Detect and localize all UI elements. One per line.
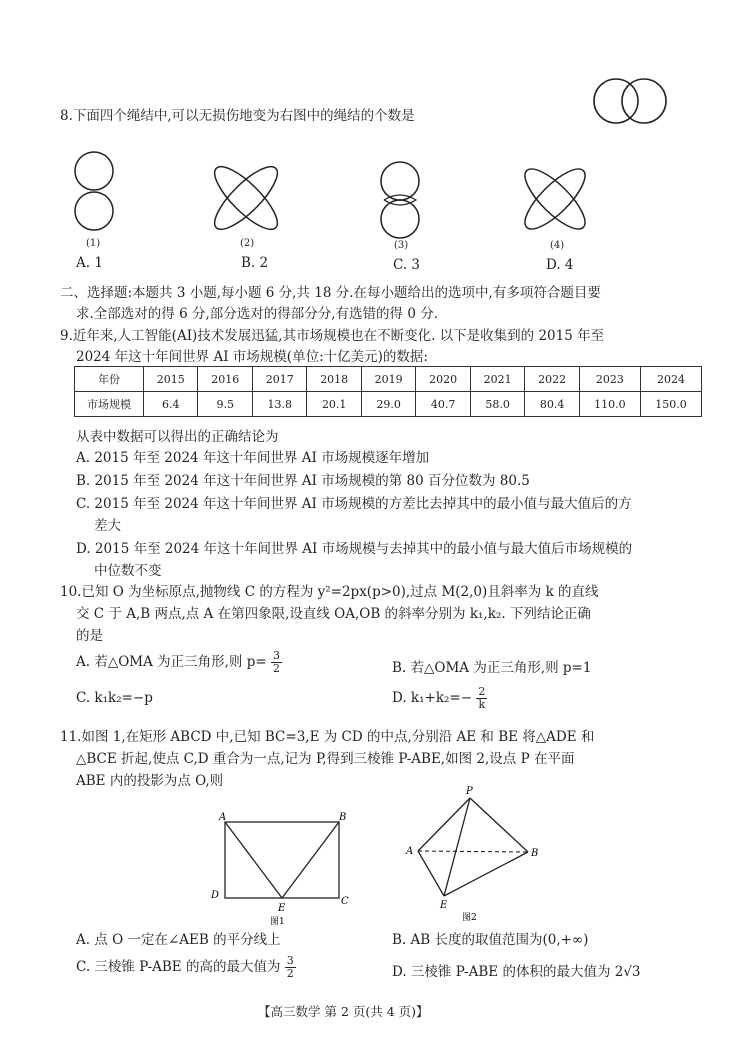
table-cell: 150.0 <box>640 392 701 417</box>
q9-prompt: 从表中数据可以得出的正确结论为 <box>76 429 279 445</box>
table-cell: 2023 <box>579 367 640 392</box>
q8-option-c: C. 3 <box>393 257 421 273</box>
fig1-caption: 图1 <box>270 917 285 927</box>
q10-line2: 交 C 于 A,B 两点,点 A 在第四象限,设直线 OA,OB 的斜率分别为 k₁,k₂. 下列结论正确 <box>76 606 591 622</box>
table-cell: 2017 <box>252 367 306 392</box>
q11-option-c-fraction <box>285 955 296 980</box>
q9-option-c-line2: 差大 <box>94 518 121 534</box>
table-cell: 110.0 <box>579 392 640 417</box>
table-cell: 58.0 <box>470 392 524 417</box>
q10-line3: 的是 <box>76 628 103 644</box>
table-cell: 80.4 <box>525 392 579 417</box>
table-cell: 2021 <box>470 367 524 392</box>
knot-1-figure <box>74 150 114 234</box>
fraction-denominator: k <box>478 698 486 711</box>
knot-2-label: (2) <box>240 238 255 249</box>
table-header-market: 市场规模 <box>75 392 144 417</box>
table-cell: 2015 <box>144 367 198 392</box>
q10-option-a-text: A. 若△OMA 为正三角形,则 p= <box>76 654 267 670</box>
fraction-numerator: 2 <box>478 685 486 698</box>
fig2-label-p: P <box>466 786 473 797</box>
fig1-label-e: E <box>278 903 286 914</box>
fig2-label-b: B <box>531 848 539 859</box>
table-cell: 20.1 <box>307 392 361 417</box>
knot-3-figure <box>376 160 424 240</box>
fig1-label-b: B <box>339 812 347 823</box>
q9-option-d-line2: 中位数不变 <box>94 563 162 579</box>
q10-option-a-fraction <box>271 650 282 675</box>
figure-2-tetrahedron <box>400 786 550 923</box>
fig2-caption: 图2 <box>462 913 477 923</box>
q10-option-b: B. 若△OMA 为正三角形,则 p=1 <box>392 660 592 676</box>
fraction-denominator: 2 <box>286 967 294 980</box>
knot-2-figure <box>210 160 282 236</box>
q10-line1: 10.已知 O 为坐标原点,抛物线 C 的方程为 y²=2px(p>0),过点 M(2,0)且斜率为 k 的直线 <box>60 584 599 600</box>
q11-line1: 11.如图 1,在矩形 ABCD 中,已知 BC=3,E 为 CD 的中点,分别沿 AE 和 BE 将△ADE 和 <box>60 729 595 745</box>
page-footer: 【高三数学 第 2 页(共 4 页)】 <box>258 1004 429 1019</box>
q10-option-d-fraction <box>476 686 487 711</box>
q10-option-a <box>76 650 282 675</box>
q11-option-c-text: C. 三棱锥 P-ABE 的高的最大值为 <box>76 959 281 975</box>
q11-option-c <box>76 955 296 980</box>
section2-line2: 求.全部选对的得 6 分,部分选对的得部分分,有选错的得 0 分. <box>76 306 439 322</box>
q9-line1: 9.近年来,人工智能(AI)技术发展迅猛,其市场规模也在不断变化. 以下是收集到的 2015 年至 <box>60 328 605 344</box>
ai-market-table <box>74 366 702 417</box>
table-row <box>75 367 702 392</box>
knot-3-label: (3) <box>394 240 409 251</box>
fig2-label-a: A <box>406 846 414 857</box>
table-cell: 2018 <box>307 367 361 392</box>
q11-line2: △BCE 折起,使点 C,D 重合为一点,记为 P,得到三棱锥 P-ABE,如图 2,设点 P 在平面 <box>76 751 575 767</box>
q9-option-b: B. 2015 年至 2024 年这十年间世界 AI 市场规模的第 80 百分位数为 80.5 <box>76 473 530 489</box>
q9-option-a: A. 2015 年至 2024 年这十年间世界 AI 市场规模逐年增加 <box>76 450 430 466</box>
table-cell: 9.5 <box>198 392 252 417</box>
q8-stem: 8.下面四个绳结中,可以无损伤地变为右图中的绳结的个数是 <box>60 108 415 124</box>
q10-option-d-text: D. k₁+k₂=− <box>392 690 473 706</box>
q8-option-d: D. 4 <box>546 257 574 273</box>
q11-option-a: A. 点 O 一定在∠AEB 的平分线上 <box>76 932 281 948</box>
q8-option-b: B. 2 <box>241 255 269 271</box>
figure-1-rectangle <box>205 808 355 926</box>
fraction-numerator: 3 <box>272 649 280 662</box>
fig1-label-a: A <box>219 812 227 823</box>
fig1-label-d: D <box>211 890 220 901</box>
table-cell: 2024 <box>640 367 701 392</box>
q10-option-c: C. k₁k₂=−p <box>76 690 153 706</box>
q9-option-c-line1: C. 2015 年至 2024 年这十年间世界 AI 市场规模的方差比去掉其中的最小值与最大值后的方 <box>76 496 632 512</box>
table-cell: 13.8 <box>252 392 306 417</box>
fraction-denominator: 2 <box>272 662 280 675</box>
q8-option-a: A. 1 <box>76 255 103 271</box>
q9-line2: 2024 年这十年间世界 AI 市场规模(单位:十亿美元)的数据: <box>76 349 428 365</box>
table-row <box>75 392 702 417</box>
fraction-numerator: 3 <box>286 954 294 967</box>
table-header-year: 年份 <box>75 367 144 392</box>
table-cell: 2019 <box>361 367 415 392</box>
table-cell: 2022 <box>525 367 579 392</box>
fig1-label-c: C <box>341 896 349 907</box>
q9-option-d-line1: D. 2015 年至 2024 年这十年间世界 AI 市场规模与去掉其中的最小值与最大值后市场规模的 <box>76 541 633 557</box>
q11-option-b: B. AB 长度的取值范围为(0,+∞) <box>392 932 589 948</box>
table-cell: 2016 <box>198 367 252 392</box>
q11-line3: ABE 内的投影为点 O,则 <box>76 773 224 789</box>
q10-option-d <box>392 686 487 711</box>
target-knot-figure <box>588 76 678 126</box>
table-cell: 6.4 <box>144 392 198 417</box>
table-cell: 2020 <box>416 367 470 392</box>
table-cell: 29.0 <box>361 392 415 417</box>
knot-1-label: (1) <box>86 238 101 249</box>
fig2-label-e: E <box>440 900 448 911</box>
knot-4-label: (4) <box>550 240 565 251</box>
table-cell: 40.7 <box>416 392 470 417</box>
knot-4-figure <box>520 162 590 236</box>
q11-option-d: D. 三棱锥 P-ABE 的体积的最大值为 2√3 <box>392 964 641 980</box>
section2-line1: 二、选择题:本题共 3 小题,每小题 6 分,共 18 分.在每小题给出的选项中,有多项符合题目要 <box>60 285 601 301</box>
